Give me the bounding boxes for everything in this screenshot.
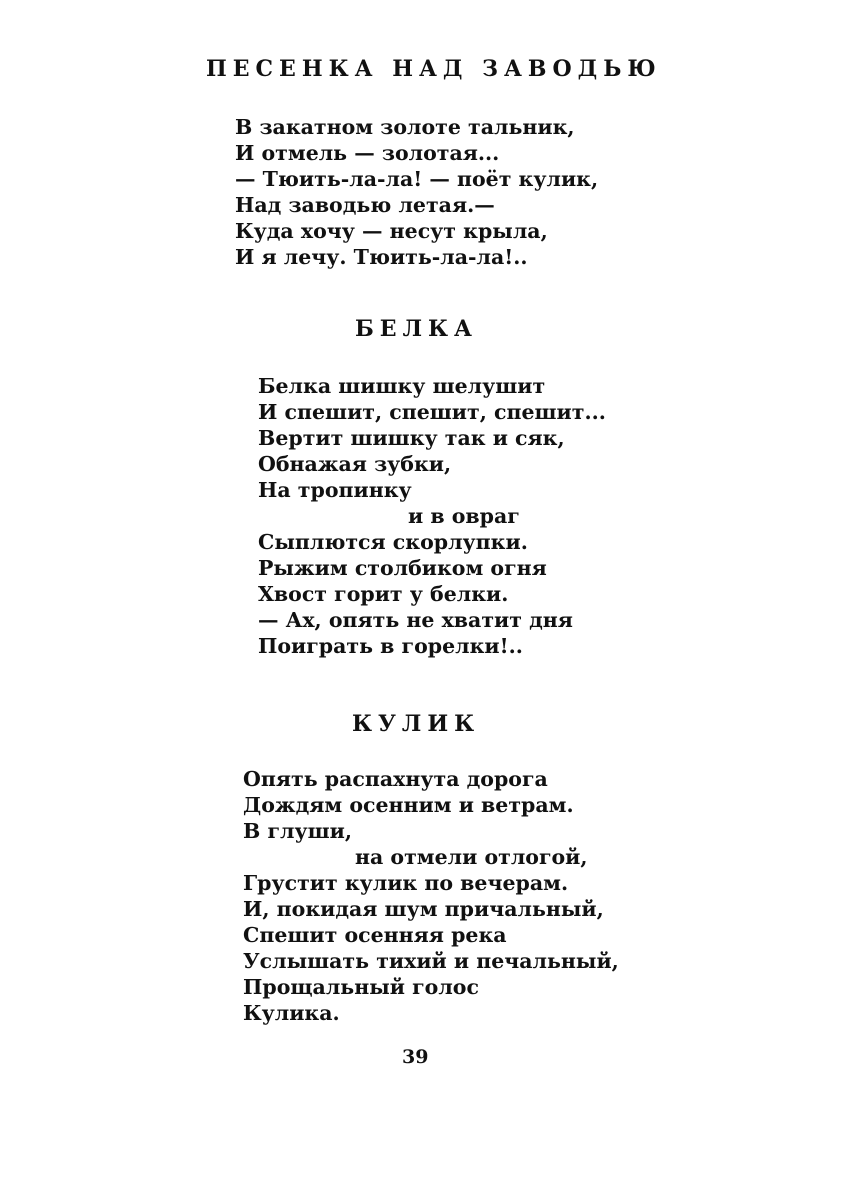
poem-line: Хвост горит у белки. (258, 582, 509, 606)
poem-line: Над заводью летая.— (235, 193, 495, 217)
poem-title-belka: БЕЛКА (355, 316, 478, 342)
poem-line: Рыжим столбиком огня (258, 556, 547, 580)
poem-line-indented: и в овраг (408, 504, 520, 528)
poem-line: Куда хочу — несут крыла, (235, 219, 548, 243)
poem-line: Прощальный голос (243, 975, 479, 999)
poem-line: Услышать тихий и печальный, (243, 949, 619, 973)
poem-line: В закатном золоте тальник, (235, 115, 575, 139)
poem-line: В глуши, (243, 819, 352, 843)
poem-line: Спешит осенняя река (243, 923, 507, 947)
poem-line: Сыплются скорлупки. (258, 530, 528, 554)
poem-title-kulik: КУЛИК (352, 711, 481, 737)
poem-line: — Ах, опять не хватит дня (258, 608, 573, 632)
poem-line: Белка шишку шелушит (258, 374, 546, 398)
poem-line: И отмель — золотая... (235, 141, 500, 165)
poem-line: Вертит шишку так и сяк, (258, 426, 565, 450)
poem-line: Поиграть в горелки!.. (258, 634, 523, 658)
poem-line: Обнажая зубки, (258, 452, 452, 476)
poem-line: И, покидая шум причальный, (243, 897, 604, 921)
poem-line: И спешит, спешит, спешит... (258, 400, 606, 424)
poem-line: Грустит кулик по вечерам. (243, 871, 569, 895)
poem-line: Дождям осенним и ветрам. (243, 793, 574, 817)
poem-body-pesenka (235, 114, 598, 270)
poem-line: Опять распахнута дорога (243, 767, 548, 791)
poem-body-belka (258, 373, 606, 659)
poem-body-kulik (243, 766, 619, 1026)
poem-line: Кулика. (243, 1001, 340, 1025)
page-number: 39 (402, 1046, 429, 1068)
poem-line-indented: на отмели отлогой, (355, 845, 588, 869)
poem-line: — Тюить-ла-ла! — поёт кулик, (235, 167, 599, 191)
poem-line: На тропинку (258, 478, 412, 502)
poem-title-pesenka: ПЕСЕНКА НАД ЗАВОДЬЮ (206, 56, 662, 82)
poem-line: И я лечу. Тюить-ла-ла!.. (235, 245, 528, 269)
